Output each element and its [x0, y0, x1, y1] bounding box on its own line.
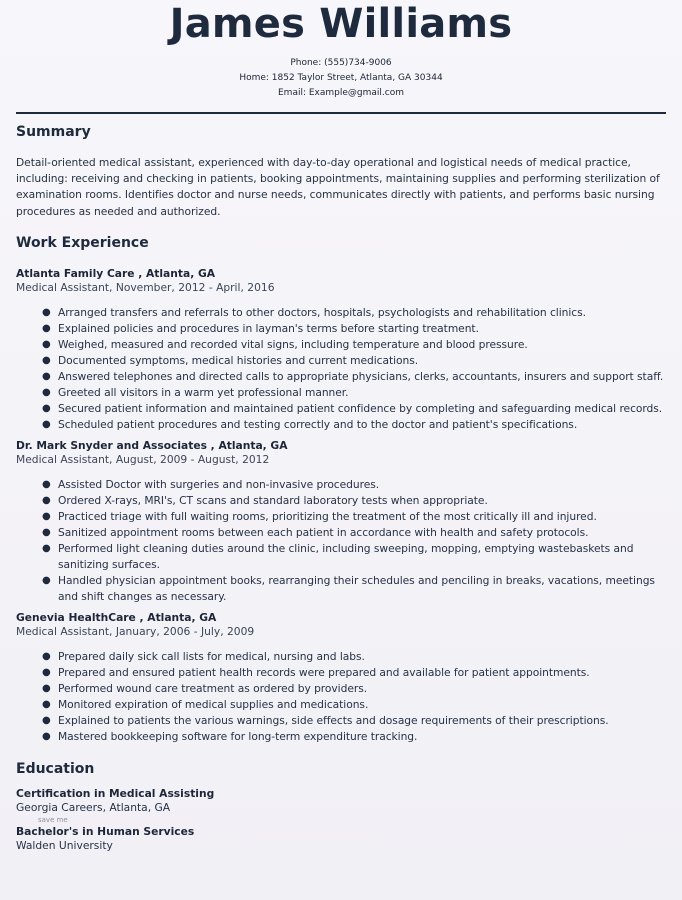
- bullet-icon: ●: [42, 650, 51, 662]
- job-company: Dr. Mark Snyder and Associates , Atlanta, GA: [16, 438, 288, 452]
- education-school: Georgia Careers, Atlanta, GA: [16, 801, 171, 815]
- bullet-icon: ●: [42, 354, 51, 366]
- bullet-icon: ●: [42, 402, 51, 414]
- list-item: ● Assisted Doctor with surgeries and non-invasive procedures.: [42, 477, 380, 491]
- list-item: ● Documented symptoms, medical histories and current medications.: [42, 353, 419, 367]
- job-duties-list: [16, 649, 666, 745]
- bullet-icon: ●: [42, 306, 51, 318]
- job-role-dates: Medical Assistant, November, 2012 - April, 2016: [16, 281, 275, 295]
- list-item: ● Performed wound care treatment as ordered by providers.: [42, 681, 368, 695]
- list-item: ● Explained to patients the various warnings, side effects and dosage requirements of their prescriptions.: [42, 713, 609, 727]
- education-section: [16, 760, 666, 854]
- contact-email: Email: Example@gmail.com: [278, 88, 404, 98]
- job-company: Genevia HealthCare , Atlanta, GA: [16, 610, 217, 624]
- list-item: ● Prepared daily sick call lists for medical, nursing and labs.: [42, 649, 365, 663]
- bullet-icon: ●: [42, 322, 51, 334]
- applicant-name: James Williams: [169, 1, 513, 47]
- list-item: ● Scheduled patient procedures and testing correctly and to the doctor and patient's specifications.: [42, 417, 578, 431]
- job-role-dates: Medical Assistant, January, 2006 - July, 2009: [16, 625, 255, 639]
- bullet-icon: ●: [42, 510, 51, 522]
- contact-phone: Phone: (555)734-9006: [290, 58, 392, 68]
- list-item: ● Answered telephones and directed calls to appropriate physicians, clerks, accountants, insurers and support staff.: [42, 369, 664, 383]
- list-item: ● Practiced triage with full waiting rooms, prioritizing the treatment of the most critically ill and injured.: [42, 509, 597, 523]
- education-entry: [16, 787, 666, 825]
- contact-home-address: Home: 1852 Taylor Street, Atlanta, GA 30344: [239, 73, 443, 83]
- job-company: Atlanta Family Care , Atlanta, GA: [16, 266, 216, 280]
- list-item: ● Prepared and ensured patient health records were prepared and available for patient appointments.: [42, 665, 590, 679]
- bullet-icon: ●: [42, 542, 51, 554]
- bullet-icon: ●: [42, 338, 51, 350]
- job-duties-list: [16, 305, 666, 433]
- job-role-dates: Medical Assistant, August, 2009 - August, 2012: [16, 453, 270, 467]
- list-item: ● Arranged transfers and referrals to other doctors, hospitals, psychologists and rehabilitation clinics.: [42, 305, 586, 319]
- list-item: ● Explained policies and procedures in layman's terms before starting treatment.: [42, 321, 479, 335]
- education-heading: Education: [16, 760, 95, 777]
- header-divider: [16, 112, 666, 114]
- work-experience-section: [16, 234, 666, 745]
- bullet-icon: ●: [42, 666, 51, 678]
- list-item: ● Performed light cleaning duties around the clinic, including sweeping, mopping, emptying wastebaskets and sanitizing surfaces.: [42, 541, 634, 571]
- bullet-icon: ●: [42, 698, 51, 710]
- list-item: ● Greeted all visitors in a warm yet professional manner.: [42, 385, 349, 399]
- bullet-icon: ●: [42, 682, 51, 694]
- job-entry: [16, 439, 666, 605]
- list-item: ● Ordered X-rays, MRI's, CT scans and standard laboratory tests when appropriate.: [42, 493, 488, 507]
- work-experience-heading: Work Experience: [16, 234, 149, 251]
- education-note: save me: [38, 815, 68, 824]
- bullet-icon: ●: [42, 494, 51, 506]
- education-degree: Bachelor's in Human Services: [16, 824, 195, 838]
- list-item: ● Sanitized appointment rooms between each patient in accordance with health and safety protocols.: [42, 525, 589, 539]
- education-school: Walden University: [16, 839, 113, 853]
- list-item: ● Handled physician appointment books, rearranging their schedules and penciling in breaks, vacations, meetings and shift changes as necessary.: [42, 573, 655, 603]
- education-degree: Certification in Medical Assisting: [16, 786, 215, 800]
- summary-text: Detail-oriented medical assistant, experienced with day-to-day operational and logistical needs of medical practice, including: receiving and checking in patients, booking appointments, maintaining supplies and performing sterilization of examination rooms. Identifies doctor and nurse needs, communicates directly with patients, and performs basic nursing procedures as needed and authorized.: [16, 156, 660, 218]
- bullet-icon: ●: [42, 386, 51, 398]
- list-item: ● Secured patient information and maintained patient confidence by completing and safeguarding medical records.: [42, 401, 663, 415]
- bullet-icon: ●: [42, 418, 51, 430]
- list-item: ● Mastered bookkeeping software for long-term expenditure tracking.: [42, 729, 418, 743]
- bullet-icon: ●: [42, 526, 51, 538]
- list-item: ● Weighed, measured and recorded vital signs, including temperature and blood pressure.: [42, 337, 528, 351]
- bullet-icon: ●: [42, 370, 51, 382]
- bullet-icon: ●: [42, 714, 51, 726]
- job-entry: [16, 267, 666, 433]
- summary-section: [16, 123, 666, 220]
- bullet-icon: ●: [42, 478, 51, 490]
- education-entry: [16, 825, 666, 854]
- contact-block: [16, 56, 666, 101]
- job-entry: [16, 611, 666, 745]
- job-duties-list: [16, 477, 666, 605]
- bullet-icon: ●: [42, 574, 51, 586]
- bullet-icon: ●: [42, 730, 51, 742]
- summary-heading: Summary: [16, 124, 91, 140]
- list-item: ● Monitored expiration of medical supplies and medications.: [42, 697, 369, 711]
